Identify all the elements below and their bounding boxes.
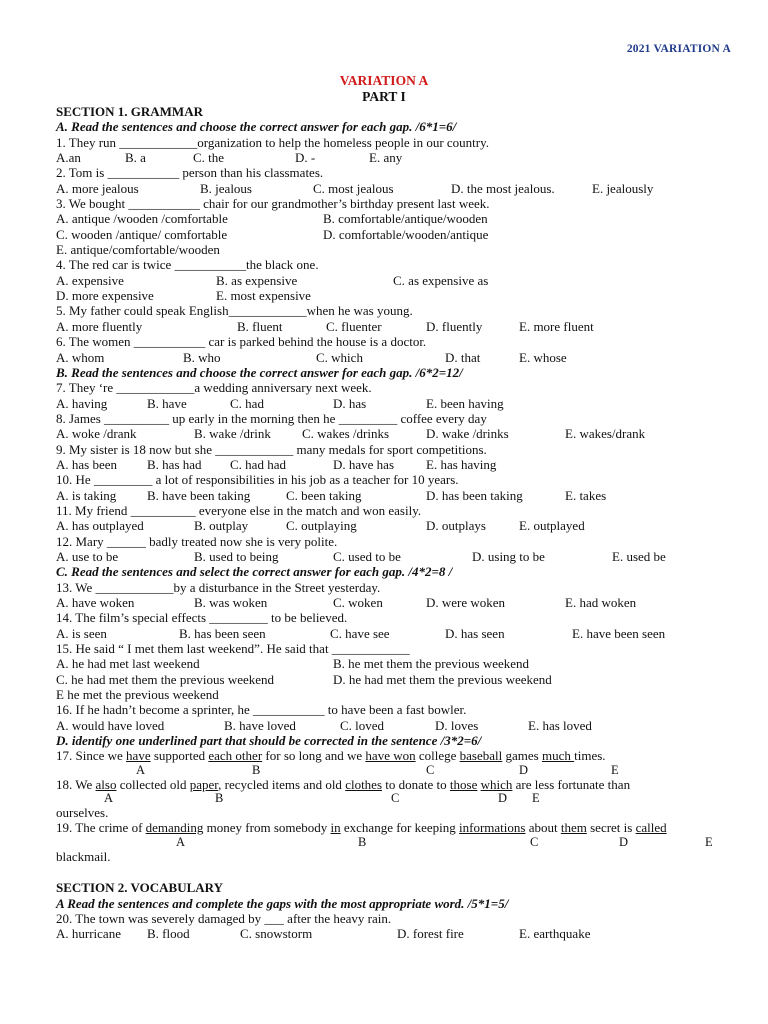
question-13: 13. We ____________by a disturbance in the Street yesterday. [56, 579, 381, 595]
question-13-options [56, 595, 736, 610]
question-4: 4. The red car is twice ___________the black one. [56, 257, 319, 273]
option: A. antique /wooden /comfortable [56, 211, 228, 227]
option: B. has been seen [179, 625, 266, 641]
page-header: 2021 VARIATION A [626, 43, 731, 55]
question-17-letters [56, 764, 736, 777]
spacer [56, 864, 736, 880]
underlined-part-d: them [560, 820, 587, 836]
option: C. loved [340, 717, 385, 733]
instruction-s2-a: A Read the sentences and complete the gaps with the most appropriate word. /5*1=5/ [56, 895, 509, 911]
answer-letter: C [530, 834, 539, 849]
option: C. have see [330, 625, 390, 641]
option: B. have [147, 395, 187, 411]
sentence-text: college [415, 748, 460, 764]
option: E. been having [426, 395, 504, 411]
question-8-options [56, 426, 736, 441]
option: E. had woken [565, 595, 637, 610]
option: E. has loved [528, 717, 592, 733]
option: A. would have loved [56, 717, 165, 733]
question-6-options [56, 350, 736, 365]
option: A. have woken [56, 595, 135, 610]
option: B. he met them the previous weekend [333, 656, 530, 672]
question-14: 14. The film’s special effects _________ to be believed. [56, 610, 348, 626]
option: A.an [56, 150, 81, 166]
option: C. as expensive as [393, 272, 489, 288]
question-12-options [56, 549, 736, 564]
option: E. whose [519, 349, 567, 365]
underlined-part-b: paper [189, 776, 219, 792]
sentence-text: supported [150, 748, 209, 764]
underlined-part-d: baseball [459, 748, 503, 764]
sentence-text: about [525, 820, 561, 836]
underlined-part-a: demanding [145, 820, 204, 836]
option: C. outplaying [286, 518, 357, 534]
option: C. wooden /antique/ comfortable [56, 226, 228, 242]
question-12: 12. Mary ______ badly treated now she is very polite. [56, 533, 338, 549]
option: E. wakes/drank [565, 426, 646, 442]
answer-letter: E [532, 791, 540, 806]
option: E. has having [426, 456, 497, 472]
sentence-text: times. [574, 748, 606, 764]
sentence-text: 18. We [56, 776, 96, 792]
question-19-letters [56, 836, 736, 849]
underlined-part-a: also [95, 776, 117, 792]
option: B. as expensive [216, 272, 298, 288]
option: D. fluently [426, 318, 483, 334]
sentence-text: 19. The crime of [56, 820, 146, 836]
question-15-option-e: E he met the previous weekend [56, 687, 219, 703]
option: B. a [125, 150, 146, 166]
underlined-part-c: informations [459, 820, 526, 836]
option: B. have loved [224, 717, 296, 733]
sentence-text: to donate to [382, 776, 450, 792]
option: A. hurricane [56, 926, 121, 942]
option: E. outplayed [519, 518, 585, 534]
option: D. outplays [426, 518, 486, 534]
answer-letter: A [104, 791, 114, 806]
option: D. that [445, 349, 481, 365]
question-2: 2. Tom is ___________ person than his classmates. [56, 165, 324, 181]
underlined-part-c: have won [365, 748, 416, 764]
option: D. using to be [472, 548, 545, 564]
question-10: 10. He _________ a lot of responsibilities in his job as a teacher for 10 years. [56, 472, 459, 488]
question-3: 3. We bought ___________ chair for our grandmother’s birthday present last week. [56, 196, 490, 212]
option: D. forest fire [397, 926, 464, 942]
sentence-text: collected old [116, 776, 190, 792]
answer-letter: A [136, 762, 146, 777]
question-20-options [56, 926, 736, 941]
question-11-options [56, 518, 736, 533]
question-10-options [56, 488, 736, 503]
option: C. woken [333, 595, 383, 610]
option: B. comfortable/antique/wooden [323, 211, 488, 227]
option: D. - [295, 150, 316, 166]
option: B. have been taking [147, 487, 251, 503]
option: C. wakes /drinks [302, 426, 390, 442]
question-15: 15. He said “ I met them last weekend”. He said that ____________ [56, 641, 410, 657]
option: C. snowstorm [240, 926, 313, 942]
option: C. had had [230, 456, 286, 472]
question-5-options [56, 319, 736, 334]
option: E. jealously [592, 180, 654, 196]
option: C. used to be [333, 548, 401, 564]
question-8: 8. James __________ up early in the morning then he _________ coffee every day [56, 410, 487, 426]
option: D. were woken [426, 595, 506, 610]
option: A. use to be [56, 548, 119, 564]
sentence-text: games [502, 748, 542, 764]
underlined-part-b: in [330, 820, 341, 836]
option: D. comfortable/wooden/antique [323, 226, 489, 242]
option: A. whom [56, 349, 105, 365]
option: B. flood [147, 926, 190, 942]
option: E. more fluent [519, 318, 594, 334]
answer-letter: B [358, 834, 367, 849]
worksheet-content [56, 104, 736, 942]
instruction-d: D. identify one underlined part that should be corrected in the sentence /3*2=6/ [56, 733, 482, 749]
option: D. has seen [445, 625, 505, 641]
question-2-options [56, 181, 736, 196]
question-18-letters [56, 792, 736, 805]
option: A. more fluently [56, 318, 143, 334]
option: D. loves [435, 717, 479, 733]
question-7: 7. They ‘re ____________a wedding anniversary next week. [56, 380, 372, 396]
option: D. wake /drinks [426, 426, 509, 442]
question-15-options-row2 [56, 672, 736, 687]
section-1-title: SECTION 1. GRAMMAR [56, 104, 203, 119]
option: A. is taking [56, 487, 117, 503]
section-2-title: SECTION 2. VOCABULARY [56, 880, 223, 896]
question-16-options [56, 718, 736, 733]
question-15-options-row1 [56, 656, 736, 671]
question-20: 20. The town was severely damaged by ___ after the heavy rain. [56, 910, 392, 926]
answer-letter: E [611, 762, 619, 777]
underlined-part-c: clothes [345, 776, 383, 792]
option: E. used be [612, 548, 666, 564]
answer-letter: B [215, 791, 224, 806]
answer-letter: C [426, 762, 435, 777]
option: C. which [316, 349, 363, 365]
question-4-options-row1 [56, 273, 736, 288]
option: B. has had [147, 456, 202, 472]
underlined-part-d: those [449, 776, 478, 792]
option: A. has outplayed [56, 518, 144, 534]
answer-letter: B [252, 762, 261, 777]
instruction-c: C. Read the sentences and select the correct answer for each gap. /4*2=8 / [56, 564, 453, 580]
question-18-continuation: ourselves. [56, 805, 109, 821]
instruction-b: B. Read the sentences and choose the correct answer for each gap. /6*2=12/ [56, 364, 463, 380]
option: A. having [56, 395, 108, 411]
question-1: 1. They run ____________organization to help the homeless people in our country. [56, 134, 490, 150]
option: D. have has [333, 456, 395, 472]
option: B. who [183, 349, 221, 365]
option: A. woke /drank [56, 426, 137, 442]
question-3-option-e: E. antique/comfortable/wooden [56, 242, 220, 258]
question-3-options-row1 [56, 211, 736, 226]
option: E. earthquake [519, 926, 591, 942]
option: B. wake /drink [194, 426, 271, 442]
answer-letter: A [176, 834, 186, 849]
option: A. more jealous [56, 180, 139, 196]
sentence-text: are less fortunate than [512, 776, 631, 792]
option: B. was woken [194, 595, 268, 610]
sentence-text: 17. Since we [56, 748, 127, 764]
option: B. jealous [200, 180, 252, 196]
option: E. have been seen [572, 625, 666, 641]
option: A. he had met last weekend [56, 656, 200, 672]
option: E. most expensive [216, 288, 311, 304]
answer-letter: D [619, 834, 629, 849]
question-17 [56, 748, 736, 763]
option: D. has been taking [426, 487, 523, 503]
option: A. has been [56, 456, 118, 472]
option: D. has [333, 395, 367, 411]
instruction-a: A. Read the sentences and choose the correct answer for each gap. /6*1=6/ [56, 119, 457, 135]
underlined-part-a: have [126, 748, 151, 764]
question-9-options [56, 457, 736, 472]
option: D. the most jealous. [451, 180, 555, 196]
underlined-part-e: which [480, 776, 513, 792]
option: C. the [193, 150, 225, 166]
option: D. more expensive [56, 288, 154, 304]
answer-letter: C [391, 791, 400, 806]
option: E. any [369, 150, 403, 166]
question-16: 16. If he hadn’t become a sprinter, he ___________ to have been a fast bowler. [56, 702, 467, 718]
question-18 [56, 777, 736, 792]
sentence-text: for so long and we [262, 748, 366, 764]
option: C. he had met them the previous weekend [56, 671, 275, 687]
sentence-text: money from somebody [203, 820, 331, 836]
underlined-part-e: called [635, 820, 667, 836]
option: C. fluenter [326, 318, 382, 334]
option: C. most jealous [313, 180, 394, 196]
question-14-options [56, 626, 736, 641]
option: B. used to being [194, 548, 279, 564]
answer-letter: E [705, 834, 713, 849]
underlined-part-e: much [541, 748, 575, 764]
question-1-options [56, 150, 736, 165]
option: B. fluent [237, 318, 283, 334]
question-11: 11. My friend __________ everyone else in the match and won easily. [56, 502, 422, 518]
question-7-options [56, 396, 736, 411]
underlined-part-b: each other [208, 748, 263, 764]
option: A. is seen [56, 625, 107, 641]
option: E. takes [565, 487, 607, 503]
answer-letter: D [498, 791, 508, 806]
question-5: 5. My father could speak English____________when he was young. [56, 303, 413, 319]
option: B. outplay [194, 518, 249, 534]
option: A. expensive [56, 272, 124, 288]
question-6: 6. The women ___________ car is parked behind the house is a doctor. [56, 334, 427, 350]
answer-letter: D [519, 762, 529, 777]
sentence-text: , recycled items and old [218, 776, 346, 792]
variation-title: VARIATION A [339, 73, 429, 88]
sentence-text: secret is [586, 820, 636, 836]
option: C. been taking [286, 487, 362, 503]
question-19 [56, 820, 736, 835]
option: C. had [230, 395, 264, 411]
question-4-options-row2 [56, 288, 736, 303]
sentence-text: exchange for keeping [340, 820, 460, 836]
question-3-options-row2 [56, 227, 736, 242]
option: D. he had met them the previous weekend [333, 671, 552, 687]
part-title: PART I [362, 89, 406, 104]
question-19-continuation: blackmail. [56, 848, 111, 864]
question-9: 9. My sister is 18 now but she ____________ many medals for sport competitions. [56, 441, 487, 457]
